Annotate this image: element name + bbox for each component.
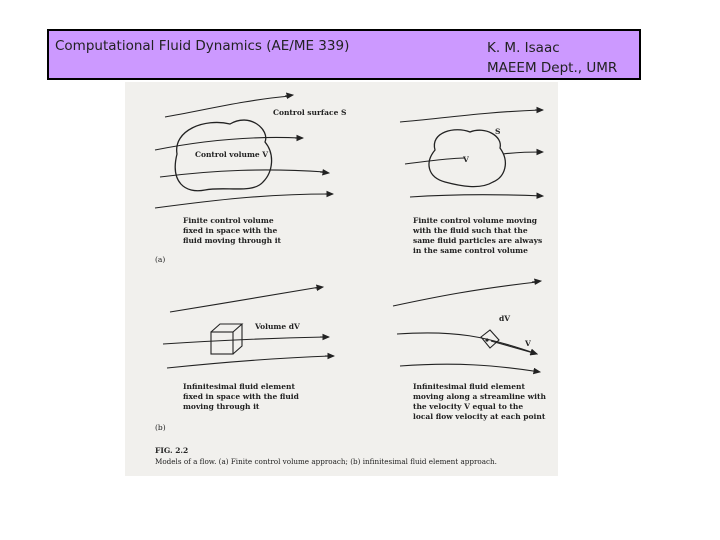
panel-b-right (393, 281, 546, 421)
label-volume-dv: Volume dV (255, 322, 300, 331)
flow-models-diagram (125, 82, 558, 476)
panel-b-left (155, 287, 334, 432)
caption-a-left-2: fixed in space with the (183, 226, 278, 235)
caption-a-right-3: same fluid particles are always (413, 236, 543, 245)
caption-b-right-4: local flow velocity at each point (413, 412, 546, 421)
caption-b-right-1: Infinitesimal fluid element (413, 382, 525, 391)
caption-a-left-1: Finite control volume (183, 216, 274, 225)
panel-a-right (400, 110, 543, 255)
figure-caption: Models of a flow. (a) Finite control volume approach; (b) infinitesimal fluid element approach. (155, 457, 497, 466)
cube-icon (211, 324, 242, 354)
label-v: V (463, 155, 469, 164)
panel-a-left (155, 95, 346, 264)
author-name: K. M. Isaac (487, 40, 560, 56)
panel-b-tag: (b) (155, 423, 166, 432)
caption-a-right-2: with the fluid such that the (413, 226, 528, 235)
label-control-volume: Control volume V (195, 150, 269, 159)
figure-number: FIG. 2.2 (155, 446, 189, 455)
label-velocity: V (525, 339, 531, 348)
author-dept: MAEEM Dept., UMR (487, 60, 618, 76)
caption-a-right-4: in the same control volume (413, 246, 528, 255)
element-center-dot (485, 338, 488, 341)
panel-a-tag: (a) (155, 255, 166, 264)
textbook-figure (125, 82, 558, 476)
label-dv: dV (499, 314, 511, 323)
caption-a-left-3: fluid moving through it (183, 236, 282, 245)
course-title: Computational Fluid Dynamics (AE/ME 339) (55, 38, 350, 54)
caption-b-left-1: Infinitesimal fluid element (183, 382, 295, 391)
caption-a-right-1: Finite control volume moving (413, 216, 538, 225)
label-s: S (495, 127, 501, 136)
caption-b-left-3: moving through it (183, 402, 260, 411)
slide-header (47, 29, 641, 80)
author-info (487, 38, 617, 78)
label-control-surface: Control surface S (273, 108, 347, 117)
caption-b-right-2: moving along a streamline with (413, 392, 546, 401)
caption-b-right-3: the velocity V equal to the (413, 402, 524, 411)
caption-b-left-2: fixed in space with the fluid (183, 392, 299, 401)
